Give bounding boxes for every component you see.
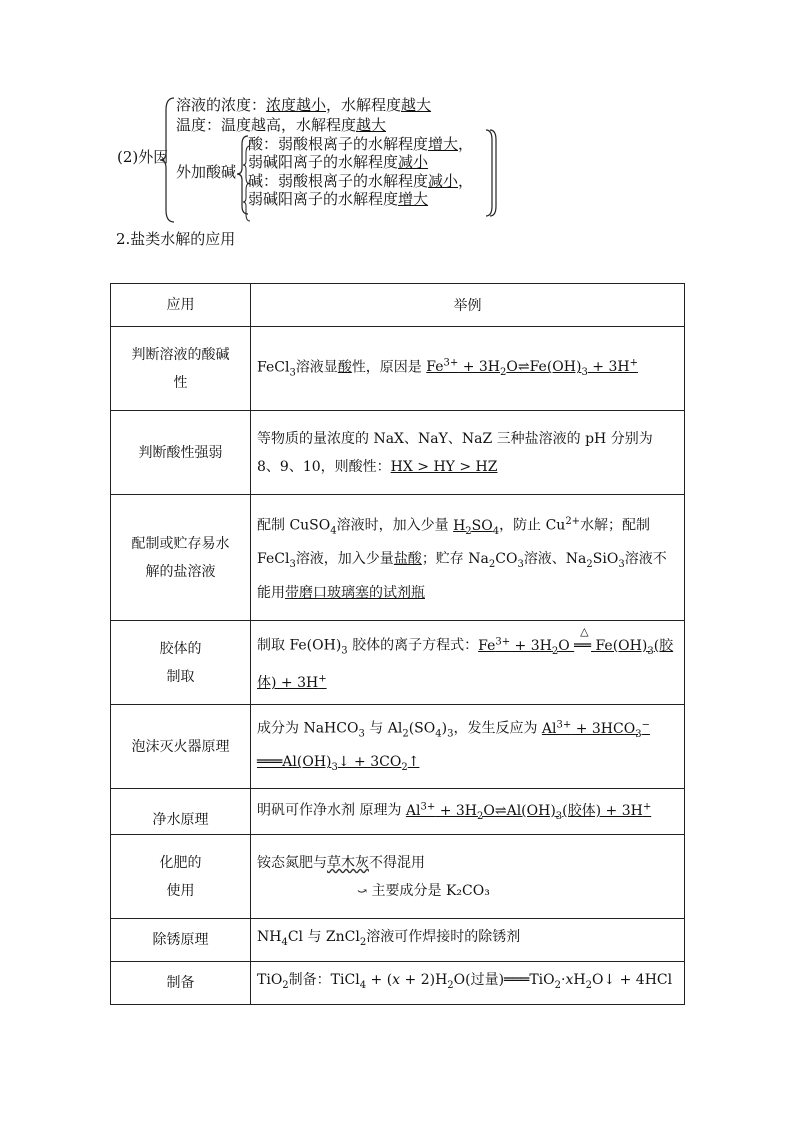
table-row <box>111 789 685 835</box>
table-row <box>111 705 685 789</box>
header-example: 举例 <box>251 284 685 327</box>
row-app: 化肥的 使用 <box>111 835 251 919</box>
row-example: 等物质的量浓度的 NaX、NaY、NaZ 三种盐溶液的 pH 分别为 8、9、10，则酸性：HX > HY > HZ <box>251 411 685 495</box>
table-row <box>111 411 685 495</box>
row-example: 明矾可作净水剂 原理为 $Al^{3+}$ + $3H_2O\rightleftharpoons Al(OH)_3$(胶体) + 3H+ <box>251 789 685 835</box>
row-app: 判断溶液的酸碱 性 <box>111 327 251 411</box>
table-row <box>111 327 685 411</box>
row-example: 配制 CuSO$_4$溶液时，加入少量 $H_2SO_4$，防止 $Cu^{2+}$水解；配制 FeCl$_3$溶液，加入少量盐酸；贮存 $Na_2CO_3$溶液、$Na_2SiO_3$溶液不能用带磨口玻璃塞的试剂瓶 <box>251 495 685 621</box>
factor-temperature: 温度：温度越高，水解程度越大 <box>176 116 387 134</box>
row-app: 配制或贮存易水 解的盐溶液 <box>111 495 251 621</box>
table-row <box>111 962 685 1005</box>
row-app: 制备 <box>111 962 251 1005</box>
section-title: 2.盐类水解的应用 <box>116 230 236 248</box>
fertilizer-note: ⤻ 主要成分是 K₂CO₃ <box>357 882 490 899</box>
row-example: $NH_4Cl$ 与 ZnCl$_2$溶液可作焊接时的除锈剂 <box>251 919 685 962</box>
table-row <box>111 495 685 621</box>
row-app: 胶体的 制取 <box>111 621 251 705</box>
row-example: FeCl$_3$溶液显酸性，原因是 $Fe^{3+}$ + $3H_2O\rightleftharpoons Fe(OH)_3 + 3H^+$ <box>251 327 685 411</box>
table-header-row <box>111 284 685 327</box>
row-example: 制取 $Fe(OH)_3$ 胶体的离子方程式：$Fe^{3+} + 3H_2O$ ══ △ $Fe(OH)_3$(胶体) + 3H+ <box>251 621 685 705</box>
base-line-2: 弱碱阳离子的水解程度增大 <box>248 190 429 208</box>
table-row <box>111 621 685 705</box>
right-brace-icon <box>484 128 498 218</box>
row-app: 判断酸性强弱 <box>111 411 251 495</box>
row-app: 净水原理 <box>111 789 251 835</box>
row-app: 泡沫灭火器原理 <box>111 705 251 789</box>
row-example: 铵态氮肥与草木灰不得混用 ⤻ 主要成分是 K₂CO₃ <box>251 835 685 919</box>
acid-line-2: 弱碱阳离子的水解程度减小 <box>248 153 429 171</box>
table-row <box>111 835 685 919</box>
table-row <box>111 919 685 962</box>
row-example: TiO$_2$制备：TiCl$_4$ + $(x + 2)H_2O$(过量)$═══TiO_2\cdot xH_2O↓ + 4HCl$ <box>251 962 685 1005</box>
base-line-1: 碱：弱酸根离子的水解程度减小， <box>248 172 474 190</box>
outer-brace-icon <box>158 96 178 226</box>
acidbase-label: 外加酸碱 <box>176 163 237 181</box>
row-app: 除锈原理 <box>111 919 251 962</box>
row-example: 成分为 NaHCO$_3$ 与 $Al_2(SO_4)_3$，发生反应为 $Al^{3+} + 3HCO_3^-$ $═══Al(OH)_3↓$ + $3CO_2↑$ <box>251 705 685 789</box>
factors-label: (2)外因 <box>117 148 169 166</box>
header-application: 应用 <box>111 284 251 327</box>
acid-line-1: 酸：弱酸根离子的水解程度增大， <box>248 135 474 153</box>
factor-concentration: 溶液的浓度：浓度越小，水解程度越大 <box>176 96 432 114</box>
application-table <box>110 283 685 1005</box>
